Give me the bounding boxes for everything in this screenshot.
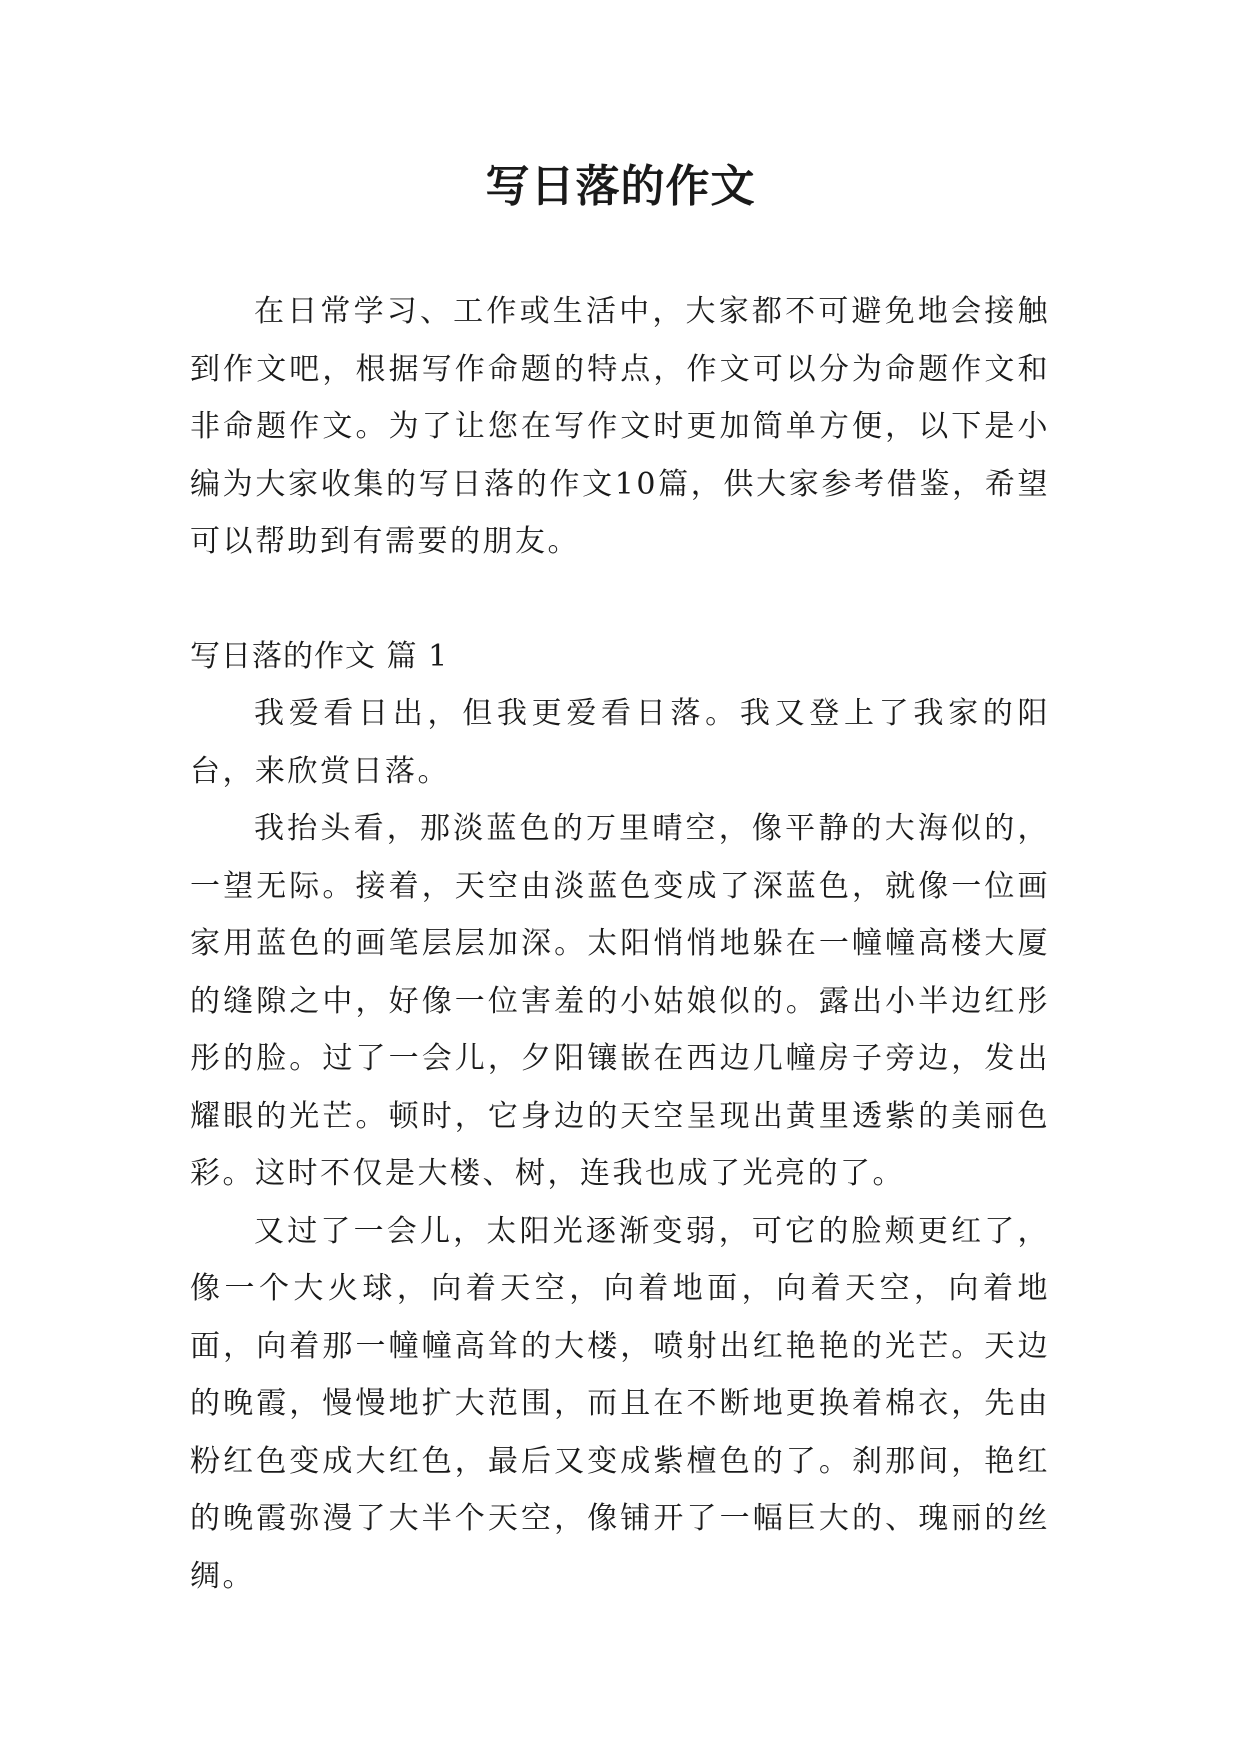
document-body xyxy=(190,283,1050,1605)
essay-section-1 xyxy=(190,628,1050,1606)
body-paragraph: 我爱看日出，但我更爱看日落。我又登上了我家的阳台，来欣赏日落。 xyxy=(190,696,1050,789)
section-heading: 写日落的作文 篇 1 xyxy=(190,638,449,674)
body-paragraph: 我抬头看，那淡蓝色的万里晴空，像平静的大海似的，一望无际。接着，天空由淡蓝色变成了深蓝色，就像一位画家用蓝色的画笔层层加深。太阳悄悄地躲在一幢幢高楼大厦的缝隙之中，好像一位害羞的小姑娘似的。露出小半边红彤彤的脸。过了一会儿，夕阳镶嵌在西边几幢房子旁边，发出耀眼的光芒。顿时，它身边的天空呈现出黄里透紫的美丽色彩。这时不仅是大楼、树，连我也成了光亮的了。 xyxy=(190,811,1050,1191)
document-title: 写日落的作文 xyxy=(485,161,756,212)
intro-paragraph: 在日常学习、工作或生活中，大家都不可避免地会接触到作文吧，根据写作命题的特点，作文可以分为命题作文和非命题作文。为了让您在写作文时更加简单方便，以下是小编为大家收集的写日落的作文10篇，供大家参考借鉴，希望可以帮助到有需要的朋友。 xyxy=(190,294,1050,559)
body-paragraph: 又过了一会儿，太阳光逐渐变弱，可它的脸颊更红了，像一个大火球，向着天空，向着地面，向着天空，向着地面，向着那一幢幢高耸的大楼，喷射出红艳艳的光芒。天边的晚霞，慢慢地扩大范围，而且在不断地更换着棉衣，先由粉红色变成大红色，最后又变成紫檀色的了。刹那间，艳红的晚霞弥漫了大半个天空，像铺开了一幅巨大的、瑰丽的丝绸。 xyxy=(190,1213,1050,1594)
